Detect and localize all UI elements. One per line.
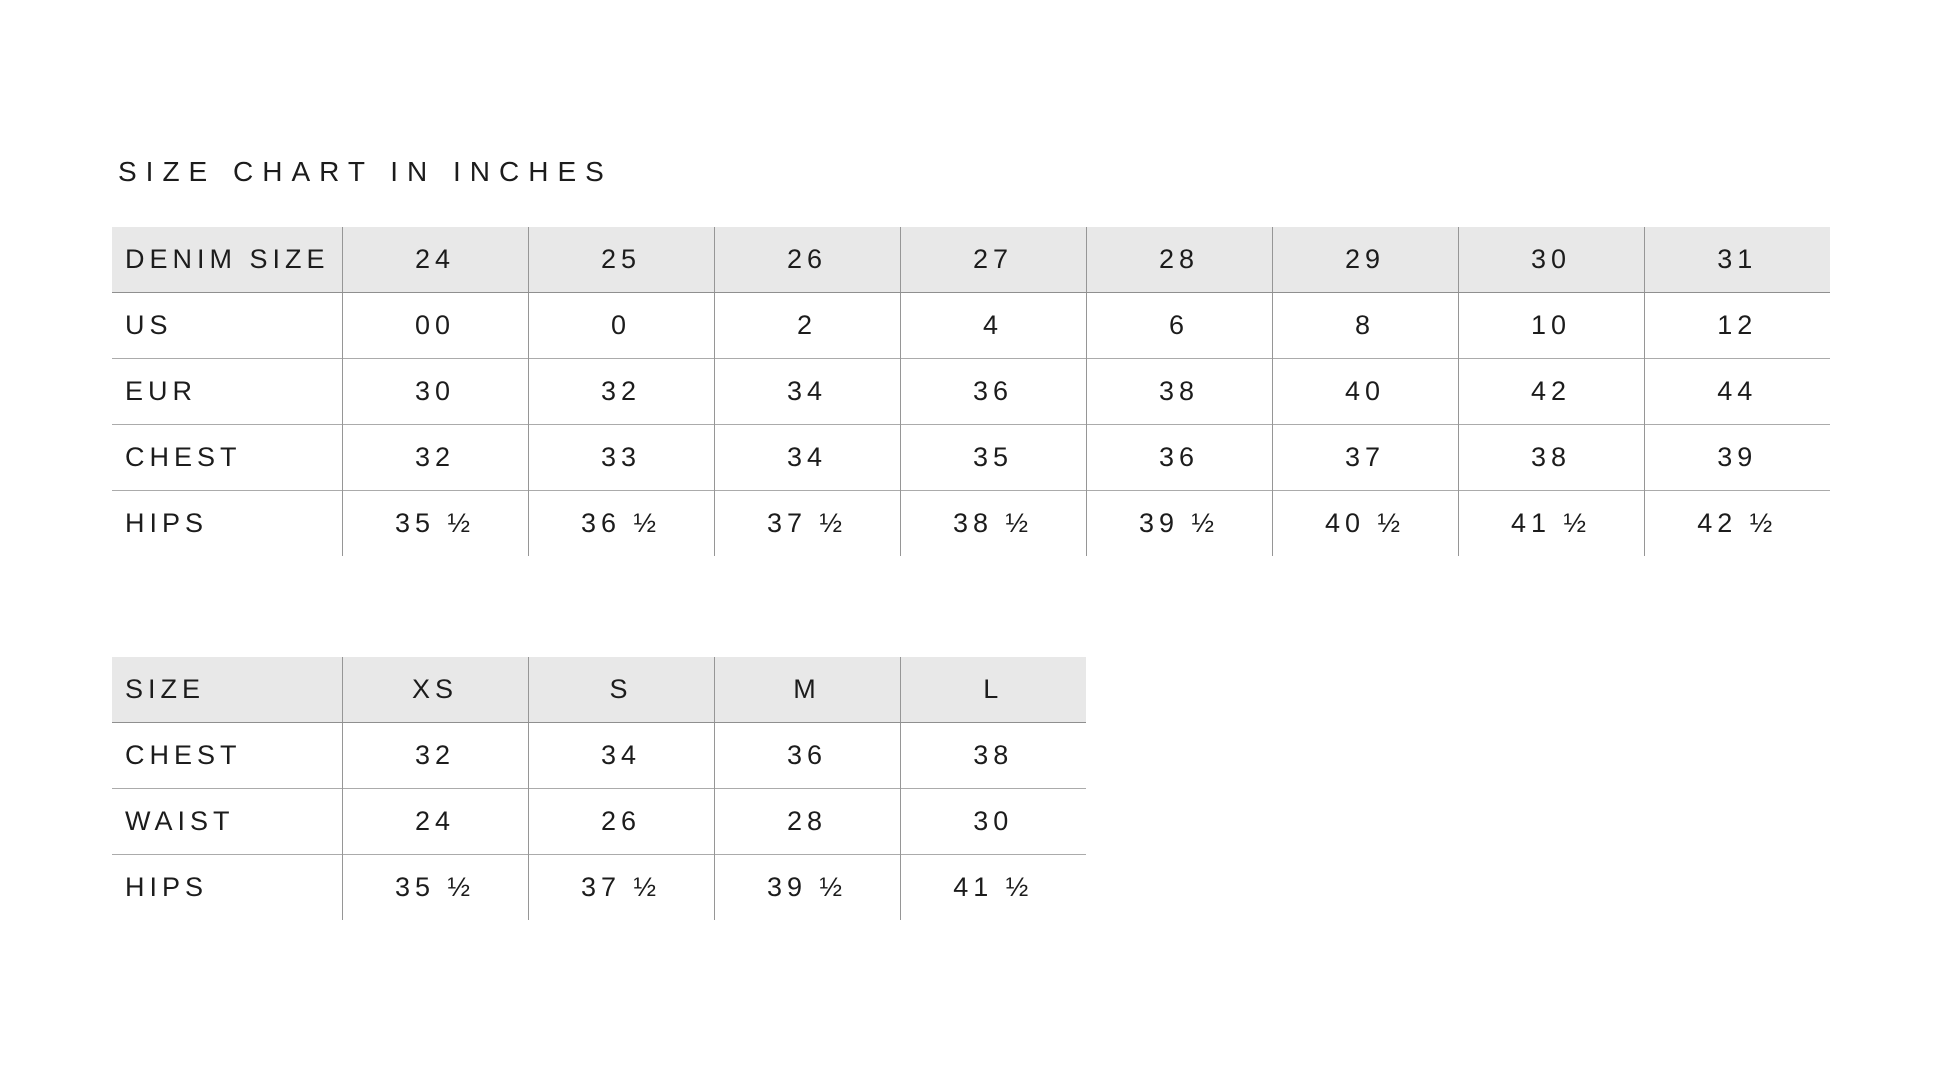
measurement-cell: 34: [528, 722, 714, 788]
table-row: [112, 424, 1830, 490]
measurement-cell: 36: [714, 722, 900, 788]
size-column-header: 25: [528, 227, 714, 292]
measurement-cell: 41 ½: [900, 854, 1086, 920]
size-column-header: M: [714, 657, 900, 722]
measurement-cell: 30: [342, 358, 528, 424]
size-column-header: 29: [1272, 227, 1458, 292]
measurement-cell: 42 ½: [1644, 490, 1830, 556]
row-label: US: [112, 292, 342, 358]
header-row: [112, 657, 1086, 722]
size-column-header: 26: [714, 227, 900, 292]
size-column-header: 30: [1458, 227, 1644, 292]
size-column-header: 28: [1086, 227, 1272, 292]
measurement-cell: 37: [1272, 424, 1458, 490]
table-row: [112, 358, 1830, 424]
measurement-cell: 34: [714, 358, 900, 424]
size-column-header: S: [528, 657, 714, 722]
alpha-size-table: [112, 657, 1086, 920]
size-column-header: L: [900, 657, 1086, 722]
table-row: [112, 490, 1830, 556]
measurement-cell: 39 ½: [1086, 490, 1272, 556]
measurement-cell: 35: [900, 424, 1086, 490]
measurement-cell: 40: [1272, 358, 1458, 424]
measurement-cell: 42: [1458, 358, 1644, 424]
measurement-cell: 38 ½: [900, 490, 1086, 556]
size-column-header: XS: [342, 657, 528, 722]
measurement-cell: 41 ½: [1458, 490, 1644, 556]
row-label: CHEST: [112, 424, 342, 490]
measurement-cell: 28: [714, 788, 900, 854]
measurement-cell: 32: [342, 722, 528, 788]
measurement-cell: 39: [1644, 424, 1830, 490]
measurement-cell: 38: [1086, 358, 1272, 424]
measurement-cell: 4: [900, 292, 1086, 358]
measurement-cell: 33: [528, 424, 714, 490]
header-row: [112, 227, 1830, 292]
page-title: SIZE CHART IN INCHES: [118, 156, 613, 187]
measurement-cell: 37 ½: [714, 490, 900, 556]
row-label-header: DENIM SIZE: [112, 227, 342, 292]
measurement-cell: 8: [1272, 292, 1458, 358]
measurement-cell: 36 ½: [528, 490, 714, 556]
measurement-cell: 36: [1086, 424, 1272, 490]
measurement-cell: 38: [1458, 424, 1644, 490]
measurement-cell: 35 ½: [342, 490, 528, 556]
measurement-cell: 10: [1458, 292, 1644, 358]
measurement-cell: 34: [714, 424, 900, 490]
measurement-cell: 00: [342, 292, 528, 358]
measurement-cell: 24: [342, 788, 528, 854]
measurement-cell: 44: [1644, 358, 1830, 424]
table-row: [112, 788, 1086, 854]
denim-size-table: [112, 227, 1830, 556]
row-label: EUR: [112, 358, 342, 424]
measurement-cell: 6: [1086, 292, 1272, 358]
row-label: HIPS: [112, 490, 342, 556]
table-row: [112, 854, 1086, 920]
table-row: [112, 292, 1830, 358]
size-column-header: 24: [342, 227, 528, 292]
measurement-cell: 30: [900, 788, 1086, 854]
measurement-cell: 12: [1644, 292, 1830, 358]
measurement-cell: 38: [900, 722, 1086, 788]
row-label: HIPS: [112, 854, 342, 920]
measurement-cell: 36: [900, 358, 1086, 424]
measurement-cell: 39 ½: [714, 854, 900, 920]
measurement-cell: 35 ½: [342, 854, 528, 920]
measurement-cell: 26: [528, 788, 714, 854]
size-column-header: 27: [900, 227, 1086, 292]
row-label-header: SIZE: [112, 657, 342, 722]
measurement-cell: 0: [528, 292, 714, 358]
size-column-header: 31: [1644, 227, 1830, 292]
measurement-cell: 32: [528, 358, 714, 424]
measurement-cell: 32: [342, 424, 528, 490]
row-label: CHEST: [112, 722, 342, 788]
table-row: [112, 722, 1086, 788]
measurement-cell: 2: [714, 292, 900, 358]
row-label: WAIST: [112, 788, 342, 854]
measurement-cell: 37 ½: [528, 854, 714, 920]
measurement-cell: 40 ½: [1272, 490, 1458, 556]
